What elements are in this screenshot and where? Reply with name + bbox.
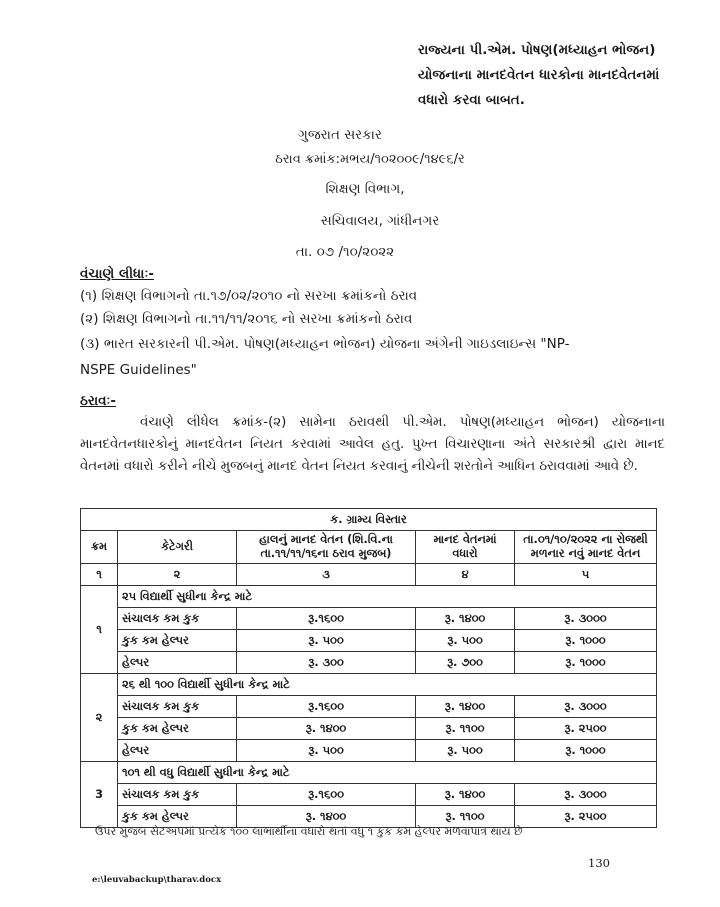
increase-cell: રૂ. ૧૪૦૦: [416, 608, 515, 630]
table-row: [81, 784, 657, 806]
file-path: e:\leuvabackup\tharav.docx: [92, 875, 222, 885]
category-cell: કુક કમ હેલ્પર: [118, 630, 237, 652]
read-heading: વંચાણે લીધાઃ-: [80, 266, 154, 282]
resolution-heading: ઠરાવઃ-: [80, 393, 117, 409]
new-cell: રૂ. ૧૦૦૦: [515, 652, 657, 674]
group-title: ૨૫ વિદ્યાર્થી સુધીના કેન્દ્ર માટે: [118, 586, 657, 608]
header-new: તા.૦૧/૧૦/૨૦૨૨ ના રોજથી મળનાર નવું માનદ વેતન: [515, 531, 657, 564]
category-cell: હેલ્પર: [118, 740, 237, 762]
table-row: [81, 630, 657, 652]
table-row: [81, 608, 657, 630]
new-cell: રૂ. ૩૦૦૦: [515, 608, 657, 630]
current-cell: રૂ.૧૬૦૦: [237, 608, 416, 630]
new-cell: રૂ. ૧૦૦૦: [515, 740, 657, 762]
increase-cell: રૂ. ૧૪૦૦: [416, 696, 515, 718]
current-cell: રૂ.૧૬૦૦: [237, 784, 416, 806]
table-row: [81, 718, 657, 740]
department-name: શિક્ષણ વિભાગ,: [325, 181, 405, 197]
reference-2: (૨) શિક્ષણ વિભાગનો તા.૧૧/૧૧/૨૦૧૬ નો સરખા ક્રમાંકનો ઠરાવ: [80, 311, 413, 327]
category-cell: સંચાલક કમ કુક: [118, 696, 237, 718]
table-row: [81, 696, 657, 718]
category-cell: હેલ્પર: [118, 652, 237, 674]
category-cell: કુક કમ હેલ્પર: [118, 806, 237, 828]
table-row: [81, 740, 657, 762]
col-number: ૧: [81, 564, 118, 586]
current-cell: રૂ. ૧૪૦૦: [237, 718, 416, 740]
date: તા. ૦૭ /૧૦/૨૦૨૨: [295, 244, 395, 260]
increase-cell: રૂ. ૧૪૦૦: [416, 784, 515, 806]
place: સચિવાલય, ગાંધીનગર: [320, 213, 440, 229]
col-number: ૪: [416, 564, 515, 586]
current-cell: રૂ. ૫૦૦: [237, 630, 416, 652]
group-number: ૨: [81, 674, 118, 762]
col-number: ૨: [118, 564, 237, 586]
new-cell: રૂ. ૩૦૦૦: [515, 696, 657, 718]
col-number: ૫: [515, 564, 657, 586]
header-sr: ક્રમ: [81, 531, 118, 564]
increase-cell: રૂ. ૭૦૦: [416, 652, 515, 674]
new-cell: રૂ. ૧૦૦૦: [515, 630, 657, 652]
group-number: ૧: [81, 586, 118, 674]
honorarium-table: [80, 508, 657, 828]
increase-cell: રૂ. ૧૧૦૦: [416, 806, 515, 828]
group-row: [81, 586, 657, 608]
increase-cell: રૂ. ૫૦૦: [416, 740, 515, 762]
current-cell: રૂ. ૧૪૦૦: [237, 806, 416, 828]
table-row: [81, 652, 657, 674]
table-footnote: ઉપર મુજબ સેટઅપમાં પ્રત્યેક ૧૦૦ લાભાર્થીના વધારો થતાં વધુ ૧ કુક કમ હેલ્પર મળવાપાત્ર થાય છે: [95, 825, 523, 838]
current-cell: રૂ.૧૬૦૦: [237, 696, 416, 718]
col-number: ૩: [237, 564, 416, 586]
increase-cell: રૂ. ૧૧૦૦: [416, 718, 515, 740]
page-number: 130: [588, 856, 610, 870]
group-row: [81, 762, 657, 784]
reference-3: (૩) ભારત સરકારની પી.એમ. પોષણ(મધ્યાહન ભોજન) યોજના અંગેની ગાઇડલાઇન્સ "NP-: [80, 336, 570, 352]
increase-cell: રૂ. ૫૦૦: [416, 630, 515, 652]
new-cell: રૂ. ૨૫૦૦: [515, 718, 657, 740]
header-category: કેટેગરી: [118, 531, 237, 564]
resolution-text: [80, 412, 665, 478]
group-number: 3: [81, 762, 118, 828]
group-title: ૨૬ થી ૧૦૦ વિદ્યાર્થી સુધીના કેન્દ્ર માટે: [118, 674, 657, 696]
new-cell: રૂ. ૨૫૦૦: [515, 806, 657, 828]
current-cell: રૂ. ૫૦૦: [237, 740, 416, 762]
new-cell: રૂ. ૩૦૦૦: [515, 784, 657, 806]
current-cell: રૂ. ૩૦૦: [237, 652, 416, 674]
group-row: [81, 674, 657, 696]
category-cell: સંચાલક કમ કુક: [118, 784, 237, 806]
table-title: ક. ગ્રામ્ય વિસ્તાર: [81, 509, 657, 531]
government-name: ગુજરાત સરકાર: [298, 127, 382, 143]
resolution-number: ઠરાવ ક્રમાંક:મભય/૧૦૨૦૦૯/૧૪૯૬/ર: [275, 152, 465, 167]
header-increase: માનદ વેતનમાં વધારો: [416, 531, 515, 564]
reference-1: (૧) શિક્ષણ વિભાગનો તા.૧૭/૦૨/૨૦૧૦ નો સરખા ક્રમાંકનો ઠરાવ: [80, 288, 418, 304]
category-cell: કુક કમ હેલ્પર: [118, 718, 237, 740]
subject: રાજ્યના પી.એમ. પોષણ(મધ્યાહન ભોજન) યોજનાના માનદવેતન ધારકોના માનદવેતનમાં વધારો કરવા બાબત.: [418, 42, 660, 108]
header-current: હાલનું માનદ વેતન (શિ.વિ.ના તા.૧૧/૧૧/૧૬ના ઠરાવ મુજબ): [237, 531, 416, 564]
category-cell: સંચાલક કમ કુક: [118, 608, 237, 630]
group-title: ૧૦૧ થી વધુ વિદ્યાર્થી સુધીના કેન્દ્ર માટે: [118, 762, 657, 784]
reference-3-continued: NSPE Guidelines": [80, 362, 197, 378]
resolution-text-content: વંચાણે લીધેલ ક્રમાંક-(૨) સામેના ઠરાવથી પી.એમ. પોષણ(મધ્યાહન ભોજન) યોજનાના માનદવેતનધારકોનું માનદવેતન નિયત કરવામાં આવેલ હતુ. પુખ્ત વિચારણાના અંતે સરકારશ્રી દ્વારા માનદ વેતનમાં વધારો કરીને નીચે મુજબનું માનદ વેતન નિયત કરવાનું નીચેની શરતોને આધિન ઠરાવવામાં આવે છે.: [80, 415, 665, 474]
